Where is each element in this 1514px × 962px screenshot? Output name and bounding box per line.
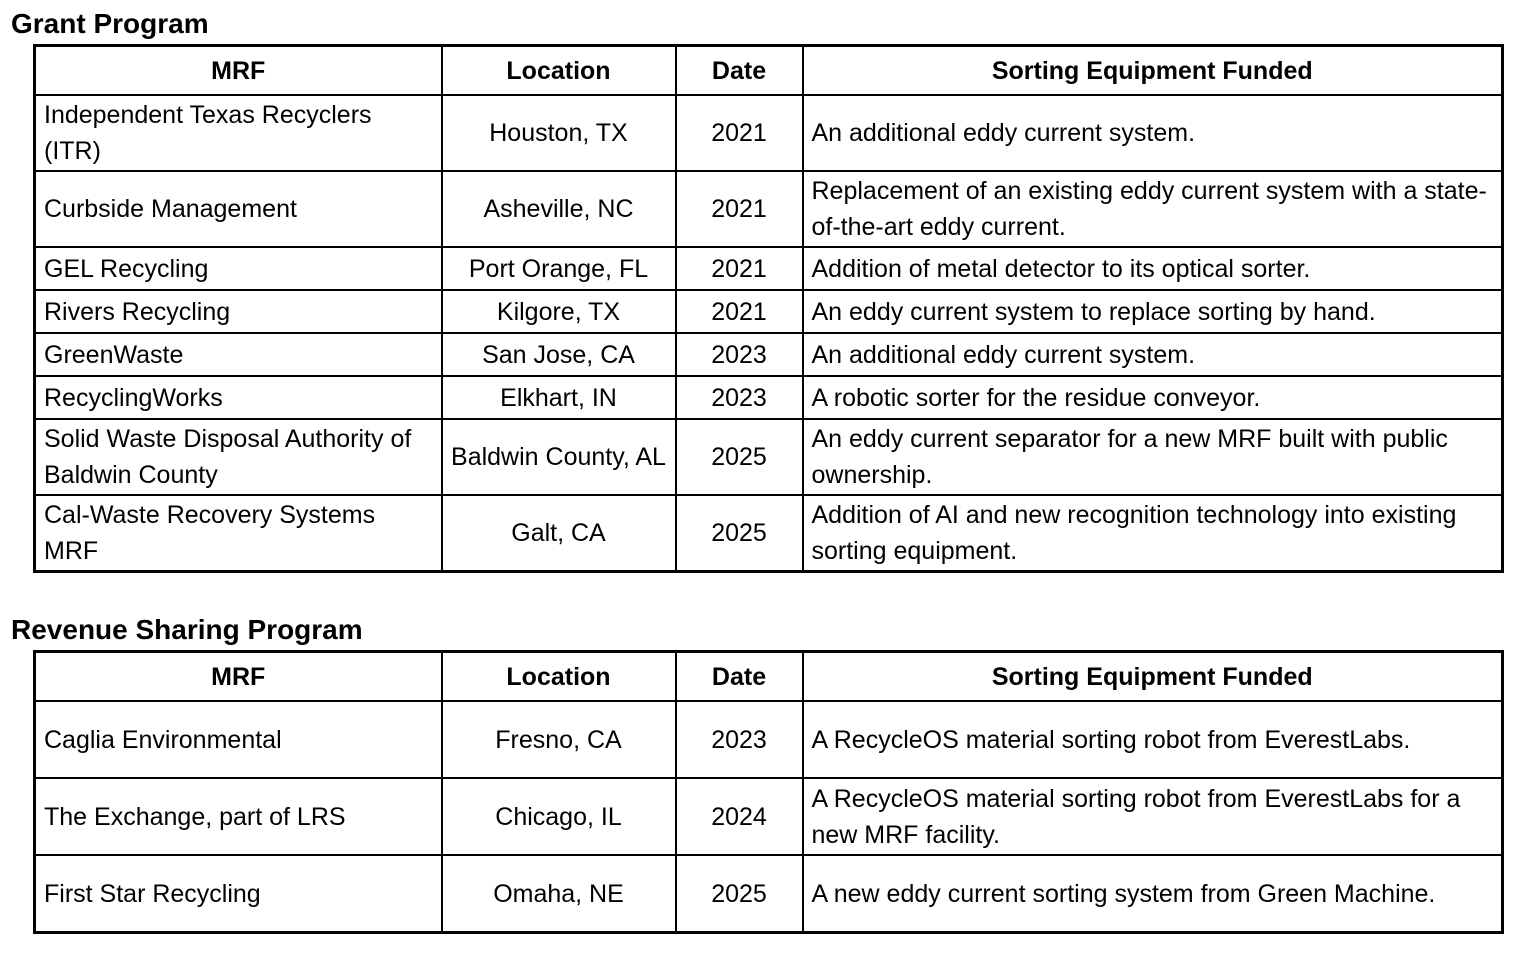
cell-equipment: A RecycleOS material sorting robot from EverestLabs for a new MRF facility. — [803, 778, 1503, 855]
table-row — [35, 95, 1503, 171]
cell-equipment: Addition of metal detector to its optical sorter. — [803, 247, 1503, 290]
table-row — [35, 247, 1503, 290]
cell-mrf: GEL Recycling — [35, 247, 442, 290]
table-row — [35, 333, 1503, 376]
cell-date: 2024 — [676, 778, 803, 855]
revenue-sharing-program-table — [33, 650, 1504, 934]
header-mrf: MRF — [35, 46, 442, 96]
cell-mrf: Solid Waste Disposal Authority of Baldwin County — [35, 419, 442, 495]
cell-location: Port Orange, FL — [442, 247, 676, 290]
cell-mrf: Rivers Recycling — [35, 290, 442, 333]
cell-location: Asheville, NC — [442, 171, 676, 247]
cell-date: 2021 — [676, 247, 803, 290]
cell-date: 2023 — [676, 376, 803, 419]
table-row — [35, 419, 1503, 495]
header-date: Date — [676, 652, 803, 702]
table-header-row — [35, 46, 1503, 96]
table-row — [35, 778, 1503, 855]
cell-location: Galt, CA — [442, 495, 676, 572]
header-location: Location — [442, 652, 676, 702]
cell-equipment: An additional eddy current system. — [803, 95, 1503, 171]
cell-equipment: An eddy current separator for a new MRF built with public ownership. — [803, 419, 1503, 495]
cell-mrf: GreenWaste — [35, 333, 442, 376]
cell-equipment: A new eddy current sorting system from Green Machine. — [803, 855, 1503, 933]
cell-mrf: RecyclingWorks — [35, 376, 442, 419]
cell-mrf: Curbside Management — [35, 171, 442, 247]
cell-equipment: An eddy current system to replace sorting by hand. — [803, 290, 1503, 333]
header-location: Location — [442, 46, 676, 96]
cell-mrf: First Star Recycling — [35, 855, 442, 933]
cell-equipment: Addition of AI and new recognition technology into existing sorting equipment. — [803, 495, 1503, 572]
cell-location: Elkhart, IN — [442, 376, 676, 419]
grant-program-title: Grant Program — [11, 8, 209, 39]
table-row — [35, 855, 1503, 933]
cell-date: 2021 — [676, 290, 803, 333]
cell-date: 2025 — [676, 419, 803, 495]
cell-location: Chicago, IL — [442, 778, 676, 855]
cell-mrf: Caglia Environmental — [35, 701, 442, 778]
cell-date: 2023 — [676, 333, 803, 376]
cell-location: Baldwin County, AL — [442, 419, 676, 495]
cell-equipment: A robotic sorter for the residue conveyor. — [803, 376, 1503, 419]
table-row — [35, 701, 1503, 778]
cell-location: Fresno, CA — [442, 701, 676, 778]
cell-location: Omaha, NE — [442, 855, 676, 933]
header-equipment: Sorting Equipment Funded — [803, 46, 1503, 96]
cell-equipment: Replacement of an existing eddy current system with a state-of-the-art eddy current. — [803, 171, 1503, 247]
table-row — [35, 290, 1503, 333]
table-row — [35, 171, 1503, 247]
table-header-row — [35, 652, 1503, 702]
cell-equipment: An additional eddy current system. — [803, 333, 1503, 376]
cell-location: Houston, TX — [442, 95, 676, 171]
cell-mrf: Independent Texas Recyclers (ITR) — [35, 95, 442, 171]
header-equipment: Sorting Equipment Funded — [803, 652, 1503, 702]
cell-location: Kilgore, TX — [442, 290, 676, 333]
header-mrf: MRF — [35, 652, 442, 702]
cell-mrf: The Exchange, part of LRS — [35, 778, 442, 855]
table-row — [35, 495, 1503, 572]
table-row — [35, 376, 1503, 419]
cell-date: 2025 — [676, 495, 803, 572]
cell-mrf: Cal-Waste Recovery Systems MRF — [35, 495, 442, 572]
cell-equipment: A RecycleOS material sorting robot from EverestLabs. — [803, 701, 1503, 778]
cell-date: 2021 — [676, 95, 803, 171]
cell-location: San Jose, CA — [442, 333, 676, 376]
grant-program-table — [33, 44, 1504, 573]
revenue-sharing-program-title: Revenue Sharing Program — [11, 614, 363, 645]
cell-date: 2025 — [676, 855, 803, 933]
header-date: Date — [676, 46, 803, 96]
cell-date: 2023 — [676, 701, 803, 778]
cell-date: 2021 — [676, 171, 803, 247]
